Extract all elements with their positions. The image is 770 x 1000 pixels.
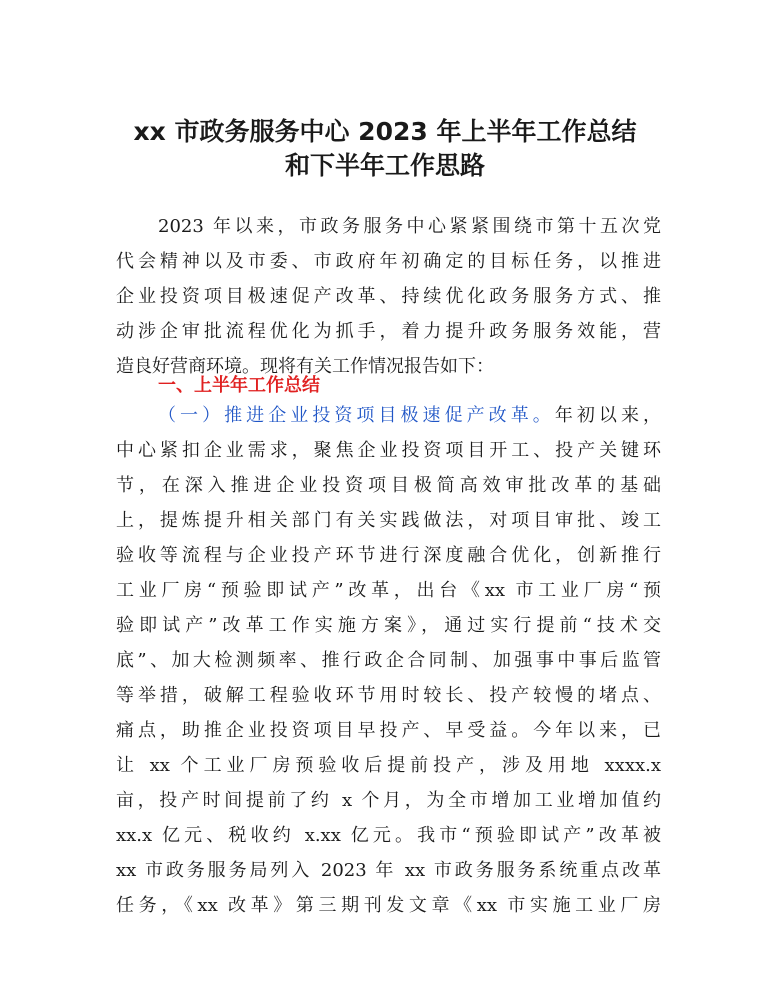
body-line: 验收等流程与企业投产环节进行深度融合优化，创新推行 [116,545,661,566]
body-line: 任务，《xx 改革》第三期刊发文章《xx 市实施工业厂房 [116,895,661,916]
body-line: 亩，投产时间提前了约 x 个月，为全市增加工业增加值约 [116,790,661,811]
body-line: 底”、加大检测频率、推行政企合同制、加强事中事后监管 [116,650,661,671]
intro-line-3: 企业投资项目极速促产改革、持续优化政务服务方式、推 [116,286,661,307]
document-title-line-2: 和下半年工作思路 [284,151,485,180]
body-line: 节，在深入推进企业投资项目极简高效审批改革的基础 [116,475,661,496]
body-line: 验即试产”改革工作实施方案》，通过实行提前“技术交 [116,615,661,636]
body-line: xx.x 亿元、税收约 x.xx 亿元。我市“预验即试产”改革被 [116,825,661,846]
intro-line-4: 动涉企审批流程优化为抓手，着力提升政务服务效能，营 [116,321,661,342]
body-line: xx 市政务服务局列入 2023 年 xx 市政务服务系统重点改革 [116,860,661,881]
intro-line-5: 造良好营商环境。现将有关工作情况报告如下： [116,356,494,377]
intro-line-1: 2023 年以来，市政务服务中心紧紧围绕市第十五次党 [158,216,661,237]
body-line: 让 xx 个工业厂房预验收后提前投产，涉及用地 xxxx.x [116,755,661,776]
body-line: 工业厂房“预验即试产”改革，出台《xx 市工业厂房“预 [116,580,661,601]
document-title-line-1: xx 市政务服务中心 2023 年上半年工作总结 [133,117,637,146]
subsection-heading: （一）推进企业投资项目极速促产改革。 [158,405,555,426]
intro-line-2: 代会精神以及市委、市政府年初确定的目标任务，以推进 [116,251,661,272]
subsection-first-line-tail: 年初以来， [554,405,662,426]
body-line: 上，提炼提升相关部门有关实践做法，对项目审批、竣工 [116,510,661,531]
body-line: 等举措，破解工程验收环节用时较长、投产较慢的堵点、 [116,685,661,706]
subsection-first-line [158,405,661,427]
body-line: 痛点，助推企业投资项目早投产、早受益。今年以来，已 [116,720,661,741]
body-line: 中心紧扣企业需求，聚焦企业投资项目开工、投产关键环 [116,440,661,461]
section-heading: 一、上半年工作总结 [158,375,320,396]
